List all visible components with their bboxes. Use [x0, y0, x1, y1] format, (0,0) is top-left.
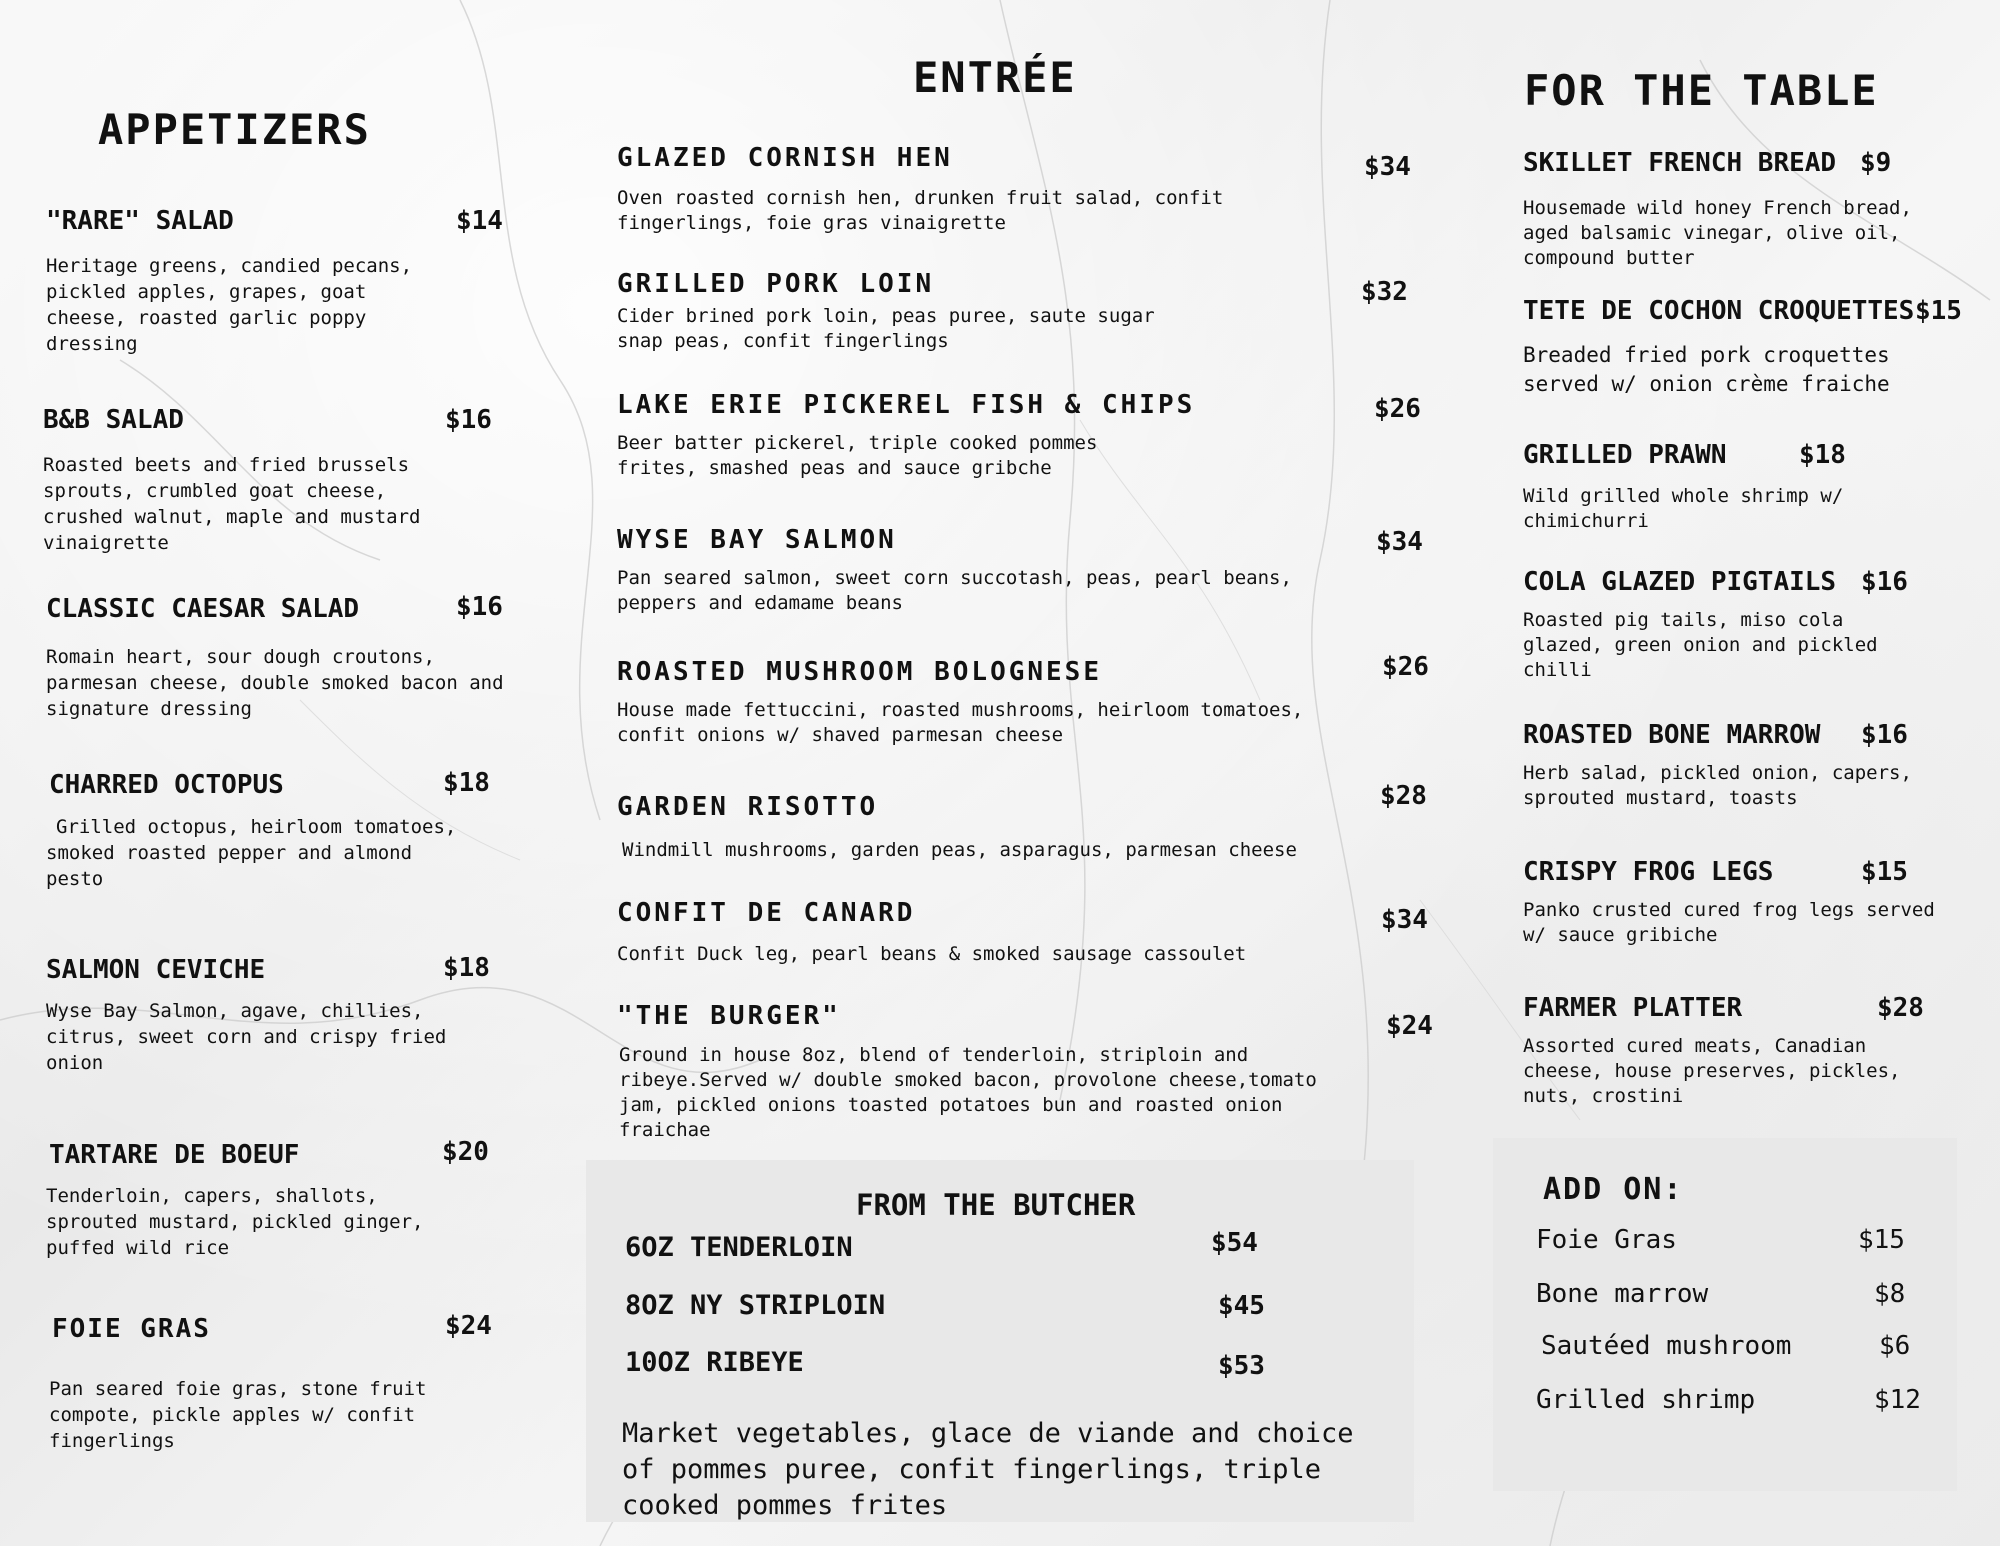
- entree-description: Pan seared salmon, sweet corn succotash, peas, pearl beans, peppers and edamame beans: [617, 567, 1292, 614]
- add-on-item-price: $6: [1879, 1331, 1911, 1361]
- table-item-name: GRILLED PRAWN: [1523, 440, 1727, 470]
- table-item-description: Panko crusted cured frog legs served w/ sauce gribiche: [1523, 899, 1935, 946]
- entree-price: $28: [1380, 781, 1427, 811]
- table-item-price: $15: [1861, 857, 1908, 887]
- table-item-description: Housemade wild honey French bread, aged balsamic vinegar, olive oil, compound butter: [1523, 197, 1912, 269]
- appetizer-description: Pan seared foie gras, stone fruit compote, pickle apples w/ confit fingerlings: [49, 1378, 427, 1452]
- entree-name: GARDEN RISOTTO: [617, 792, 879, 822]
- butcher-cut-price: $53: [1218, 1351, 1265, 1381]
- add-on-item-name: Sautéed mushroom: [1541, 1331, 1792, 1361]
- entree-name: GLAZED CORNISH HEN: [617, 143, 953, 173]
- for-the-table-heading: FOR THE TABLE: [1524, 66, 1879, 115]
- add-on-item-name: Bone marrow: [1536, 1279, 1709, 1309]
- appetizers-heading: APPETIZERS: [98, 105, 371, 154]
- appetizer-price: $18: [443, 953, 490, 983]
- entree-description: Ground in house 8oz, blend of tenderloin, striploin and ribeye.Served w/ double smoked bacon, provolone cheese,tomato jam, pickled onions toasted potatoes bun and roasted onion fraichae: [619, 1044, 1317, 1141]
- add-on-item-price: $12: [1874, 1385, 1921, 1415]
- table-item-name: COLA GLAZED PIGTAILS: [1523, 567, 1837, 597]
- butcher-cut-name: 8OZ NY STRIPLOIN: [625, 1290, 886, 1321]
- table-item-description: Roasted pig tails, miso cola glazed, green onion and pickled chilli: [1523, 609, 1878, 681]
- add-on-item-price: $8: [1874, 1279, 1906, 1309]
- appetizer-name: CHARRED OCTOPUS: [49, 770, 284, 800]
- add-on-item-name: Foie Gras: [1536, 1225, 1677, 1255]
- table-item-price: $28: [1877, 993, 1924, 1023]
- add-on-item-name: Grilled shrimp: [1536, 1385, 1756, 1415]
- table-item-price: $16: [1861, 720, 1908, 750]
- entree-price: $34: [1364, 152, 1411, 182]
- table-item-description: Wild grilled whole shrimp w/ chimichurri: [1523, 485, 1844, 532]
- appetizer-price: $16: [456, 592, 503, 622]
- appetizer-name: TARTARE DE BOEUF: [49, 1140, 300, 1170]
- entree-name: WYSE BAY SALMON: [617, 525, 897, 555]
- add-on-heading: ADD ON:: [1543, 1172, 1684, 1207]
- entree-name: "THE BURGER": [617, 1001, 841, 1031]
- add-on-item-price: $15: [1858, 1225, 1905, 1255]
- butcher-cut-price: $54: [1211, 1228, 1258, 1258]
- appetizer-description: Roasted beets and fried brussels sprouts, crumbled goat cheese, crushed walnut, maple and mustard vinaigrette: [43, 454, 421, 554]
- entree-name: ROASTED MUSHROOM BOLOGNESE: [617, 657, 1102, 687]
- table-item-name: TETE DE COCHON CROQUETTES: [1523, 296, 1915, 326]
- entree-description: Cider brined pork loin, peas puree, saute sugar snap peas, confit fingerlings: [617, 305, 1155, 352]
- table-item-description: Assorted cured meats, Canadian cheese, house preserves, pickles, nuts, crostini: [1523, 1035, 1901, 1107]
- appetizer-price: $24: [445, 1311, 492, 1341]
- appetizer-description: Tenderloin, capers, shallots, sprouted mustard, pickled ginger, puffed wild rice: [46, 1185, 424, 1259]
- entree-name: CONFIT DE CANARD: [617, 898, 916, 928]
- butcher-cut-name: 10OZ RIBEYE: [625, 1347, 804, 1378]
- table-item-name: CRISPY FROG LEGS: [1523, 857, 1774, 887]
- table-item-name: ROASTED BONE MARROW: [1523, 720, 1821, 750]
- appetizer-name: CLASSIC CAESAR SALAD: [46, 594, 360, 624]
- table-item-description: Herb salad, pickled onion, capers, sprouted mustard, toasts: [1523, 762, 1912, 809]
- entree-price: $24: [1386, 1011, 1433, 1041]
- table-item-description: Breaded fried pork croquettes served w/ onion crème fraiche: [1523, 343, 1890, 396]
- entree-price: $32: [1361, 277, 1408, 307]
- butcher-sides-note: Market vegetables, glace de viande and choice of pommes puree, confit fingerlings, triple cooked pommes frites: [622, 1418, 1354, 1521]
- entree-name: GRILLED PORK LOIN: [617, 269, 935, 299]
- table-item-price: $15: [1915, 296, 1962, 326]
- appetizer-price: $14: [456, 206, 503, 236]
- butcher-heading: FROM THE BUTCHER: [856, 1188, 1136, 1222]
- table-item-name: SKILLET FRENCH BREAD: [1523, 148, 1837, 178]
- entree-description: Windmill mushrooms, garden peas, asparagus, parmesan cheese: [622, 839, 1297, 861]
- entree-price: $26: [1374, 394, 1421, 424]
- entree-price: $26: [1382, 652, 1429, 682]
- entree-name: LAKE ERIE PICKEREL FISH & CHIPS: [617, 390, 1196, 420]
- entree-price: $34: [1381, 905, 1428, 935]
- butcher-cut-name: 6OZ TENDERLOIN: [625, 1232, 853, 1263]
- butcher-cut-price: $45: [1218, 1291, 1265, 1321]
- appetizer-description: Romain heart, sour dough croutons, parmesan cheese, double smoked bacon and signature dressing: [46, 646, 504, 720]
- table-item-price: $9: [1860, 148, 1892, 178]
- entree-description: House made fettuccini, roasted mushrooms, heirloom tomatoes, confit onions w/ shaved parmesan cheese: [617, 699, 1304, 746]
- appetizer-description: Heritage greens, candied pecans, pickled apples, grapes, goat cheese, roasted garlic poppy dressing: [46, 255, 413, 355]
- appetizer-name: "RARE" SALAD: [46, 206, 234, 236]
- appetizer-price: $16: [445, 405, 492, 435]
- appetizer-name: FOIE GRAS: [52, 1314, 211, 1344]
- entree-description: Beer batter pickerel, triple cooked pommes frites, smashed peas and sauce gribche: [617, 432, 1098, 479]
- appetizer-description: Wyse Bay Salmon, agave, chillies, citrus, sweet corn and crispy fried onion: [46, 1000, 447, 1074]
- appetizer-description: Grilled octopus, heirloom tomatoes, smoked roasted pepper and almond pesto: [46, 816, 457, 890]
- appetizer-name: B&B SALAD: [43, 405, 184, 435]
- entree-heading: ENTRÉE: [913, 53, 1077, 102]
- appetizer-name: SALMON CEVICHE: [46, 955, 266, 985]
- appetizer-price: $18: [443, 768, 490, 798]
- entree-price: $34: [1376, 527, 1423, 557]
- table-item-price: $16: [1861, 567, 1908, 597]
- entree-description: Confit Duck leg, pearl beans & smoked sausage cassoulet: [617, 943, 1247, 965]
- entree-description: Oven roasted cornish hen, drunken fruit salad, confit fingerlings, foie gras vinaigrette: [617, 187, 1224, 234]
- table-item-price: $18: [1799, 440, 1846, 470]
- table-item-name: FARMER PLATTER: [1523, 993, 1743, 1023]
- appetizer-price: $20: [442, 1137, 489, 1167]
